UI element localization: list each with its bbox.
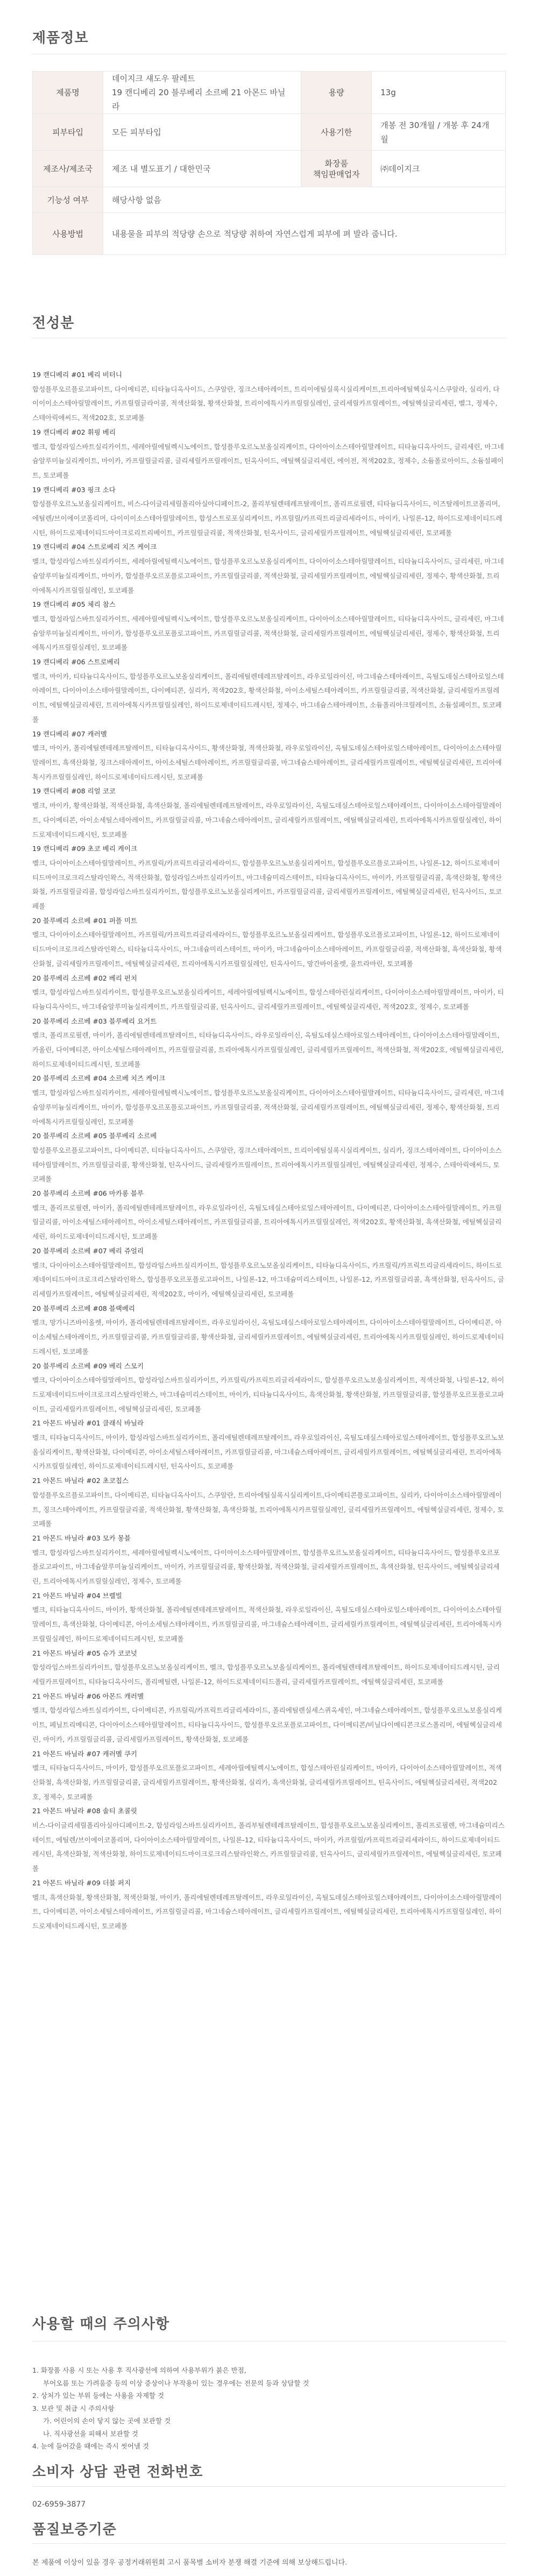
ingredient-shade-name: 19 캔디베리 #03 핑크 소다 — [32, 485, 116, 494]
ingredient-list-text: 벨크, 합성라임스바트실리카이트, 다이메티콘, 카프릴릭/카프릭트리글리세라이드, 폴리에틸렌실세스퀴옥세인, 마그네슘스테아레이트, 합성플루오르노보올실리케이트, 페닐트리메티콘, 다이아이소스테아릴말레이트, 티타늄디옥사이드, 합성플루오르포플로고파이트, 다이메티콘/비닐다이메티콘크로스폴리머, 에틸헥실글리세린, 마이카, 카프릴릴글리콜, 글리세릴카프릴레이트, 황색산화철, 토코페롤 — [32, 1706, 502, 1743]
ingredient-shade-name: 21 아몬드 바닐라 #09 더블 퍼지 — [32, 1878, 131, 1887]
caution-item: 3. 보관 및 취급 시 주의사항 — [32, 2404, 115, 2412]
ingredient-shade-name: 20 블루베리 소르베 #03 블루베리 요거트 — [32, 1017, 157, 1025]
ingredient-shade-name: 20 블루베리 소르베 #07 베리 쥬얼리 — [32, 1246, 144, 1255]
ingredient-list-text: 합성플루오르플로고파이트, 다이메티콘, 티타늄디옥사이드, 스쿠알란, 트리아에틸실록시실리케이트,다이메티콘플로고파이트, 실리카, 다이아이소스테아릴말레이트, 징크스테아레이트, 카프릴릴글리콜, 적색산화철, 황색산화철, 흑색산화철, 트리아에톡시카프릴릴실레인, 글리세릴카프릴레이트, 에틸헥실글리세린, 정제수, 토코페롤 — [32, 1491, 504, 1528]
divider — [32, 2543, 506, 2544]
ingredient-shade-name: 20 블루베리 소르베 #05 블루베리 소르베 — [32, 1132, 157, 1140]
value-functional: 해당사항 없음 — [103, 187, 506, 213]
ingredient-list-text: 벨크, 티타늄디옥사이드, 마이카, 황색산화철, 폴리에틸렌테레프탈레이트, 적색산화철, 라우로일라이신, 옥틸도데실스테아로일스테아레이트, 다이아이소스테아릴말레이트, 흑색산화철, 다이메티콘, 아이소세틸스테아레이트, 카프릴릴글리콜, 마그네슘스테아레이트, 글리세릴카프릴레이트, 에틸헥실글리세린, 트리아에톡시카프릴릴실레인, 하이드로제네이티드레시틴, 토코페롤 — [32, 1606, 502, 1643]
ingredient-shade-name: 20 블루베리 소르베 #06 마카롱 블루 — [32, 1189, 144, 1198]
ingredient-shade-name: 20 블루베리 소르베 #01 퍼플 미트 — [32, 916, 137, 925]
ingredient-list-text: 벨크, 티타늄디옥사이드, 마이카, 합성라임스바트실리카이트, 폴리에틸렌테레프탈레이트, 라우로일라이신, 옥틸도데실스테아로일스테아레이트, 합성플루오르노보올실리케이트, 황색산화철, 다이메티콘, 아이소세틸스테아레이트, 카프릴릴글리콜, 마그네슘스테아레이트, 글리세릴카프릴레이트, 에틸헥실글리세린, 트리아에톡시카프릴릴실레인, 하이드로제네이티드레시틴, 틴옥사이드, 토코페롤 — [32, 1434, 504, 1471]
value-product-name: 데이지크 섀도우 팔레트 19 캔디베리 20 블루베리 소르베 21 아몬드 바닐라 — [103, 72, 301, 114]
value-expiry: 개봉 전 30개월 / 개봉 후 24개월 — [372, 114, 506, 151]
ingredient-list-text: 벨크, 폴리프로필렌, 마이카, 폴리에틸렌테레프탈레이트, 티타늄디옥사이드, 라우로일라이신, 옥틸도데실스테아로일스테아레이트, 다이아이소스테아릴말레이트, 카올린, 다이메티콘, 아이소세틸스테아레이트, 카프릴릴글리콜, 트리아에톡시카프릴릴실레인, 글리세릴카프릴레이트, 적색산화철, 적색202호, 에틸헥실글리세린, 하이드로제네이티드레시틴, 토코페롤 — [32, 1031, 504, 1068]
ingredient-list-text: 벨크, 마이카, 황색산화철, 적색산화철, 흑색산화철, 폴리에틸렌테레프탈레이트, 라우로일라이신, 옥틸도데실스테아로일스테아레이트, 다이아이소스테아릴말레이트, 다이메티콘, 아이소세틸스테아레이트, 카프릴릴글리콜, 마그네슘스테아레이트, 글리세릴카프릴레이트, 에틸헥실글리세린, 트리아에톡시카프릴릴실레인, 하이드로제네이티드레시틴, 토코페롤 — [32, 801, 502, 839]
ingredients-list — [32, 368, 506, 1934]
label-product-name: 제품명 — [33, 72, 103, 114]
product-info-table — [32, 71, 506, 255]
label-usage: 사용방법 — [33, 213, 103, 255]
ingredient-list-text: 벨크, 흑색산화철, 황색산화철, 적색산화철, 마이카, 폴리에틸렌테레프탈레이트, 라우로일라이신, 옥틸도데실스테아로일스테아레이트, 다이아이소스테아릴말레이트, 다이메티콘, 아이소세틸스테아레이트, 카프릴릴글리콜, 마그네슘스테아레이트, 글리세릴카프릴레이트, 에틸헥실글리세린, 트리아에톡시카프릴릴실레인, 하이드로제네이티드레시틴, 토코페롤 — [32, 1893, 502, 1930]
divider — [32, 2486, 506, 2487]
label-expiry: 사용기한 — [301, 114, 372, 151]
label-manufacturer: 제조사/제조국 — [33, 151, 103, 187]
value-skin-type: 모든 피부타입 — [103, 114, 301, 151]
info-row — [33, 187, 506, 213]
value-volume: 13g — [372, 72, 506, 114]
ingredient-list-text: 벨크, 합성라임스바트실리카이트, 세레아릴에틸렉시노에이트, 다이아이소스테아릴말레이트, 합성플루오르노보올실리케이트, 티타늄디옥사이드, 합성플루오르포플로고파이트, 마그네슘알루미늄실리케이트, 마이카, 카프릴릴글리콜, 황색산화철, 적색산화철, 글리세릴카프릴레이트, 흑색산화철, 틴옥사이드, 에틸헥실글리세린, 트리아에톡시카프릴릴실레인, 정제수, 토코페롤 — [32, 1548, 500, 1586]
ingredient-shade-name: 21 아몬드 바닐라 #05 슈가 코코넛 — [32, 1649, 137, 1657]
ingredient-list-text: 합성플루오르노보올실리케이트, 비스-다이글리세릴폴리아실아디페이트-2, 폴리부틸렌테레프탈레이트, 폴리프로필렌, 티타늄디옥사이드, 이즈탈레이트코폴리머, 에틸렌/브이에이코폴리머, 다이이이소스테아릴말레이트, 합성스트로포실리케이트, 카프릴릴/카프릭트리글리세라이드, 마이카, 나일론-12, 하이드로제네이티드레시틴, 하이드로제네이티드마이크로리트리베이트, 카프릴릴글리콜, 적색산화철, 틴옥사이드, 글리세릴카프릴레이트, 에틸헥실글리세린, 토코페롤 — [32, 500, 502, 537]
value-manufacturer: 제조 내 별도표기 / 대한민국 — [103, 151, 301, 187]
info-row — [33, 213, 506, 255]
ingredient-list-text: 벨크, 다이아이소스테아릴말레이트, 합성라임스바트실리카이트, 카프릴릭/카프릭트리글리세라이드, 합성플루오르노보올실리케이트, 적색산화철, 나일론-12, 하이드로제네이티드마이크로크리스탈라인왁스, 마그네슘미리스테이트, 마이카, 티타늄디옥사이드, 흑색산화철, 황색산화철, 카프릴릴글리콜, 합성플루오르포플로고파이트, 글리세릴카프릴레이트, 에틸헥실글리세린, 토코페롤 — [32, 1376, 505, 1413]
ingredient-list-text: 벨크, 합성라임스바트실리카이트, 합성플루오르노보올실리케이트, 세레아릴에틸렉시노에이트, 합성스테아린실리케이트, 다이아이소스테아릴말레이트, 마이카, 티타늄디옥사이드, 마그네슘알루미늄실리케이트, 카프릴릴글리콜, 틴옥사이드, 글리세릴카프릴레이트, 에틸헥실글리세린, 적색202호, 정제수, 토코페롤 — [32, 988, 504, 1011]
ingredient-list-text: 비스-다이글리세릴폴리아실아디페이트-2, 합성라임스바트실리카이트, 폴리부틸렌테레프탈레이트, 합성플루오르노보올실리케이트, 폴리프로필렌, 마그네슘미리스테이트, 에틸렌/브이에이코폴리머, 다이아이소스테아릴말레이트, 나일론-12, 티타늄디옥사이드, 마이카, 카프릴릴/카프릭트리글리세라이드, 하이드로제네이티드레시틴, 흑색산화철, 적색산화철, 하이드로제네이티드마이크로크리스탈라인왁스, 카프릴릴글리콜, 틴옥사이드, 글리세릴카프릴레이트, 에틸헥실글리세린, 토코페롤 — [32, 1821, 505, 1873]
ingredient-shade-name: 19 캔디베리 #05 체리 참스 — [32, 600, 116, 609]
caution-item: 4. 눈에 들어갔을 때에는 즉시 씻어낼 것 — [32, 2442, 149, 2450]
ingredient-list-text: 벨크, 다이아이소스테아릴말레이트, 카프릴릭/카프릭트리글리세라이드, 합성플루오르노보올실리케이트, 합성플루오르플로고파이트, 나일론-12, 하이드로제네이티드마이크로크리스탈라인왁스, 적색산화철, 합성라임스바트실리카이트, 마그네슘미리스테이트, 티타늄디옥사이드, 마이카, 카프릴릴글리콜, 흑색산화철, 황색산화철, 카프릴릴글리콜, 합성라임스바트실리카이트, 합성플루오르노보올실리케이트, 카프릴릴글리콜, 글리세릴카프릴레이트, 에틸헥실글리세린, 틴옥사이드, 토코페롤 — [32, 858, 502, 911]
consult-title: 소비자 상담 관련 전화번호 — [32, 2464, 203, 2480]
cautions-title: 사용할 때의 주의사항 — [32, 2316, 170, 2332]
info-row — [33, 151, 506, 187]
ingredient-shade-name: 20 블루베리 소르베 #09 베리 스모키 — [32, 1361, 144, 1370]
label-volume: 용량 — [301, 72, 372, 114]
ingredient-shade-name: 21 아몬드 바닐라 #02 초코칩스 — [32, 1477, 129, 1485]
consult-phone: 02-6959-3877 — [32, 2500, 86, 2509]
ingredient-list-text: 벨크, 다이아이소스테아릴말레이트, 합성라임스바트실리카이트, 합성플루오르노보올실리케이트, 티타늄디옥사이드, 카프릴릭/카프릭트리글리세라이드, 하이드로제네이티드마이크로크리스탈라인왁스, 합성플루오르포플로고파이트, 나일론-12, 마그네슘미리스테이트, 나일론-12, 카프릴릴글리콜, 흑색산화철, 틴옥사이드, 글리세릴카프릴레이트, 에틸헥실글리세린, 적색202호, 마이카, 에틸헥실글리세린, 토코페롤 — [32, 1261, 505, 1298]
ingredient-list-text: 벨크, 다이아이소스테아릴말레이트, 카프릴릭/카프릭트리글리세라이드, 합성플루오르노보올실리케이트, 합성플루오르플로고파이트, 나일론-12, 하이드로제네이티드마이크로크리스탈라인왁스, 티타늄디옥사이드, 마그네슘미리스테이트, 마이카, 마그네슘아이소스테아레이트, 카프릴릴글리콜, 적색산화철, 흑색산화철, 황색산화철, 글리세릴카프릴레이트, 에틸헥실글리세린, 트리아에톡시카프릴릴실레인, 틴옥사이드, 망간바이올렛, 울트라마린, 토코페롤 — [32, 931, 502, 968]
ingredient-shade-name: 20 블루베리 소르베 #04 소르베 치즈 케이크 — [32, 1074, 166, 1083]
caution-item: 1. 화장품 사용 시 또는 사용 후 직사광선에 의하여 사용부위가 붉은 반점, — [32, 2366, 246, 2374]
ingredient-list-text: 합성라임스바트실리카이트, 합성플루오르노보올실리케이트, 벨크, 합성플루오르노보올실리케이트, 폴리에틸렌테레프탈레이트, 하이드로제네이티드레시틴, 글리세릴카프릴레이트, 티타늄디옥사이드, 폴리메틸렌, 나일론-12, 하이드로제네이티드폴리, 글리세릴카프릴레이트, 에틸헥실글리세린, 토코페롤 — [32, 1663, 500, 1686]
value-seller: ㈜데이지크 — [372, 151, 506, 187]
ingredient-shade-name: 19 캔디베리 #02 휘핑 베리 — [32, 428, 116, 436]
ingredient-shade-name: 21 아몬드 바닐라 #06 아몬드 캐러멜 — [32, 1692, 144, 1700]
ingredient-list-text: 벨크, 합성라임스바트실리카이트, 세레아릴에틸렉시노에이트, 합성플루오르노보올실리케이트, 다이아이소스테아릴말레이트, 티타늄디옥사이드, 글리세린, 마그네슘알루미늄실리케이트, 마이카, 합성플루오르포플로고파이트, 카프릴릴글리콜, 적색산화철, 글리세릴카프릴레이트, 에틸헥실글리세린, 정제수, 황색산화철, 트리아에톡시카프릴릴실레인, 토코페롤 — [32, 1089, 504, 1126]
ingredient-shade-name: 21 아몬드 바닐라 #03 모카 몽블 — [32, 1534, 131, 1542]
ingredient-shade-name: 19 캔디베리 #07 캐러멜 — [32, 729, 107, 738]
cautions-list — [32, 2364, 506, 2453]
ingredient-shade-name: 19 캔디베리 #08 리얼 코코 — [32, 787, 116, 796]
ingredient-shade-name: 21 아몬드 바닐라 #08 솔티 초콜릿 — [32, 1807, 137, 1815]
ingredient-list-text: 벨크, 합성라임스바트실리카이트, 세레아릴에틸렉시노에이트, 합성플루오르노보올실리케이트, 다이아이소스테아릴말레이트, 티타늄디옥사이드, 글리세린, 마그네슘알루미늄실리케이트, 마이카, 합성플루오르포플로고파이트, 카프릴릴글리콜, 적색산화철, 글리세릴카프릴레이트, 에틸헥실글리세린, 정제수, 황색산화철, 트리아에톡시카프릴릴실레인, 토코페롤 — [32, 557, 504, 594]
ingredient-list-text: 벨크, 망가니즈바이올렛, 마이카, 폴리에틸렌테레프탈레이트, 라우로일라이신, 옥틸도데실스테아로일스테아레이트, 다이아이소스테아릴말레이트, 다이메티콘, 아이소세틸스테아레이트, 카프릴릴글리콜, 카프릴릴글리콜, 황색산화철, 글리세릴카프릴레이트, 에틸헥실글리세린, 트리아에톡시카프릴릴실레인, 하이드로제네이티드레시틴, 토코페롤 — [32, 1318, 504, 1356]
label-functional: 기능성 여부 — [33, 187, 103, 213]
caution-item: 나. 직사광선을 피해서 보관할 것 — [43, 2429, 138, 2438]
ingredient-shade-name: 19 캔디베리 #04 스트로베리 치즈 케이크 — [32, 543, 157, 551]
ingredient-list-text: 벨크, 합성라임스바트실리카이트, 세레아릴에틸렉시노에이트, 합성플루오르노보올실리케이트, 다이아이소스테아릴말레이트, 티타늄디옥사이드, 글리세린, 마그네슘알루미늄실리케이트, 마이카, 카프릴릴글리콜, 글리세릴카프릴레이트, 틴옥사이드, 에틸헥실글리세린, 에이전, 적색202호, 정제수, 소듐폴로아이드, 소듐설페이트, 토코페롤 — [32, 442, 504, 479]
caution-item: 2. 상처가 있는 부위 등에는 사용을 자제할 것 — [32, 2392, 165, 2400]
ingredient-shade-name: 20 블루베리 소르베 #08 블랙베리 — [32, 1304, 136, 1312]
warranty-title: 품질보증기준 — [32, 2522, 117, 2538]
ingredient-list-text: 벨크, 폴리프로필렌, 마이카, 폴리에틸렌테레프탈레이트, 라우로일라이신, 옥틸도데실스테아로일스테아레이트, 다이메티콘, 다이아이소스테아릴말레이트, 카프릴릴글리콜, 아이소세틸스테아레이트, 아이소세틸스테아레이트, 카프릴릴글리콜, 트리아에톡시카프릴릴실레인, 적색202호, 황색산화철, 흑색산화철, 에틸헥실글리세린, 하이드로제네이티드레시틴, 토코페롤 — [32, 1203, 502, 1241]
caution-item: 부어오름 또는 가려움증 등의 이상 증상이나 부작용이 있는 경우에는 전문의 등과 상담할 것 — [43, 2379, 309, 2387]
info-row — [33, 72, 506, 114]
ingredient-shade-name: 20 블루베리 소르베 #02 베리 펀치 — [32, 974, 137, 982]
ingredient-list-text: 벨크, 마이카, 티타늄디옥사이드, 합성플루오르노보올실리케이트, 폴리에틸렌테레프탈레이트, 라우로일라이신, 마그네슘스테아레이트, 옥틸도데실스테아로일스테아레이트, 다이아이소스테아릴말레이트, 다이메티콘, 실리카, 적색202호, 황색산화철, 아이소세틸스테아레이트, 카프릴릴글리콜, 적색산화철, 글리세릴카프릴레이트, 에틸헥실글리세린, 트리아에톡시카프릴릴실레인, 하이드로제네이티드레시틴, 정제수, 마그네슘스테아레이트, 소듐폴리아크릴레이트, 소듐설페이트, 토코페롤 — [32, 672, 504, 723]
ingredient-list-text: 합성플루오르플로고파이트, 다이메티콘, 티타늄디옥사이드, 스쿠알란, 징크스테아레이트, 트리이에틸실록시실리케이트,트리아에틸헥실옥시스쿠알라, 실리카, 다이이이소스테아릴말레이트, 카프릴릴글라이콜, 적색산화철, 황색산화철, 트리이에특시카프릴릴실레인, 글리세릴카프릴레이트, 에틸헥실글리세린, 벨그, 정제수, 스테아릭애씨드, 적색202호, 토코페롤 — [32, 385, 500, 422]
ingredient-shade-name: 19 캔디베리 #06 스트로베리 — [32, 658, 120, 666]
product-info-title: 제품정보 — [32, 30, 89, 46]
ingredient-shade-name: 19 캔디베리 #01 베리 비터니 — [32, 371, 122, 379]
warranty-text: 본 제품에 이상이 있을 경우 공정거래위원회 고시 품목별 소비자 분쟁 해결 기준에 의해 보상해드립니다. — [32, 2559, 348, 2567]
ingredient-list-text: 합성플루오르플로고파이트, 다이메티콘, 티타늄디옥사이드, 스쿠알란, 징크스테아레이트, 트리이에틸실록시실리케이트, 실리카, 징크스테아레이트, 다이아이소스테아릴말레이트, 카프릴릴글리콜, 황색산화철, 틴옥사이드, 글리세릴카프릴레이트, 트리아에톡시카프릴릴실레인, 에틸헥실글리세린, 정제수, 스테아릭애씨드, 토코페롤 — [32, 1146, 502, 1183]
caution-item: 가. 어린이의 손이 닿지 않는 곳에 보관할 것 — [43, 2417, 171, 2425]
ingredient-list-text: 벨크, 합성라임스바트실리카이트, 세레아릴에틸렉시노에이트, 합성플루오르노보올실리케이트, 다이아이소스테아릴말레이트, 티타늄디옥사이드, 글리세린, 마그네슘알루미늄실리케이트, 마이카, 합성플루오르포플로고파이트, 카프릴릴글리콜, 적색산화철, 글리세릴카프릴레이트, 에틸헥실글리세린, 정제수, 황색산화철, 트리에톡시카프릴릴실레인, 토코페롤 — [32, 614, 504, 652]
ingredients-title: 전성분 — [32, 315, 75, 331]
ingredient-shade-name: 21 아몬드 바닐라 #01 클래식 바닐라 — [32, 1419, 144, 1428]
ingredient-shade-name: 21 아몬드 바닐라 #07 캐러멜 쿠키 — [32, 1749, 137, 1758]
ingredient-list-text: 벨크, 마이카, 폴리에틸렌테레프탈레이트, 티타늄디옥사이드, 황색산화철, 적색산화철, 라우로일라이신, 옥틸도데실스테아로일스테아레이트, 다이아이소스테아릴말레이트, 흑색산화철, 징크스테아레이트, 아이소세틸스테아레이트, 카프릴릴글리콜, 마그네슘스테아레이트, 글리세릴카프릴레이트, 에틸헥실글리세린, 트리아에톡시카프릴릴실레인, 하이드로제네이티드레시틴, 토코페롤 — [32, 744, 502, 781]
ingredient-list-text: 벨크, 티타늄디옥사이드, 마이카, 합성플루오르포플로고파이트, 세레아릴에틸렉시노에이트, 합성스테아린실리케이트, 마이카, 다이아이소스테아릴말레이트, 적색산화철, 흑색산화철, 카프릴릴글리콜, 글리세릴카프릴레이트, 황색산화철, 실리카, 흑색산화철, 글리세릴카프릴레이트, 틴옥사이드, 에틸헥실글리세린, 적색202호, 정제수, 토코페롤 — [32, 1764, 502, 1801]
label-seller: 화장품 책임판매업자 — [301, 151, 372, 187]
label-skin-type: 피부타입 — [33, 114, 103, 151]
ingredient-shade-name: 21 아몬드 바닐라 #04 브렐빌 — [32, 1591, 122, 1600]
ingredient-shade-name: 19 캔디베리 #09 초코 베리 케이크 — [32, 845, 137, 853]
info-row — [33, 114, 506, 151]
value-usage: 내용물을 피부의 적당량 손으로 적당량 취하여 자연스럽게 피부에 펴 발라 줍니다. — [103, 213, 506, 255]
